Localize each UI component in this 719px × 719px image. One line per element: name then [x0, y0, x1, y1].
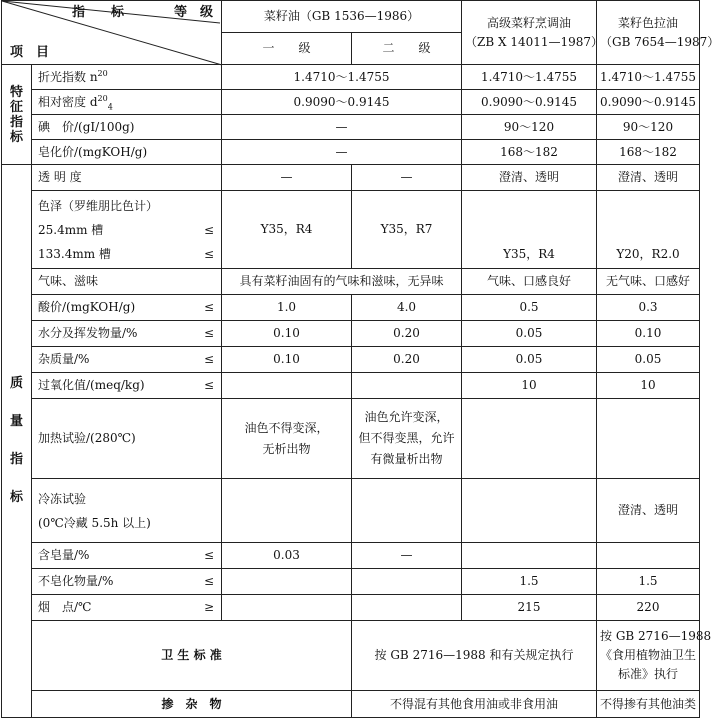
row-hygiene-label: 卫 生 标 准	[32, 621, 352, 691]
row-color-grade1: Y35，R4	[222, 191, 352, 269]
row-soap-content-grade1: 0.03	[222, 543, 352, 569]
col-grade2-header: 二 级	[352, 33, 462, 65]
row-adulterant-label: 掺 杂 物	[32, 691, 352, 718]
row-unsaponifiable-grade1	[222, 569, 352, 595]
row-saponification-cooking: 168～182	[462, 140, 597, 165]
row-freezing-test-grade2	[352, 479, 462, 543]
row-odor-value: 具有菜籽油固有的气味和滋味，无异味	[222, 269, 462, 295]
row-refractive-index-value: 1.4710～1.4755	[222, 65, 462, 90]
row-density-name: 相对密度 $d^{20}_4$	[32, 90, 222, 115]
row-transparency-salad: 澄清、透明	[597, 165, 700, 191]
row-smoke-point-name: 烟 点/℃ ≥	[32, 595, 222, 621]
row-hygiene-cooking: 按 GB 2716—1988 《食用植物油卫生 标准》执行	[597, 621, 700, 691]
row-transparency-grade2: —	[352, 165, 462, 191]
row-saponification-value: —	[222, 140, 462, 165]
row-density-salad: 0.9090～0.9145	[597, 90, 700, 115]
row-saponification-salad: 168～182	[597, 140, 700, 165]
row-peroxide-cooking: 10	[462, 373, 597, 399]
row-density-cooking: 0.9090～0.9145	[462, 90, 597, 115]
row-moisture-salad: 0.10	[597, 321, 700, 347]
rapeseed-oil-quality-table	[1, 0, 719, 718]
row-hygiene-value: 按 GB 2716—1988 和有关规定执行	[352, 621, 597, 691]
row-iodine-cooking: 90～120	[462, 115, 597, 140]
row-odor-name: 气味、滋味	[32, 269, 222, 295]
row-heating-test-name: 加热试验/(280℃)	[32, 399, 222, 479]
row-acid-value-cooking: 0.5	[462, 295, 597, 321]
col-cooking-header: 高级菜籽烹调油 （ZB X 14011—1987）	[462, 1, 597, 65]
row-color-cooking: Y35，R4	[462, 191, 597, 269]
row-acid-value-name: 酸价/(mgKOH/g) ≤	[32, 295, 222, 321]
row-impurity-cooking: 0.05	[462, 347, 597, 373]
row-soap-content-grade2: —	[352, 543, 462, 569]
section-characteristic-label: 特 征 指 标	[2, 65, 32, 165]
row-iodine-value: —	[222, 115, 462, 140]
row-impurity-name: 杂质量/% ≤	[32, 347, 222, 373]
col-salad-header: 菜籽色拉油 （GB 7654—1987）	[597, 1, 700, 65]
row-peroxide-name: 过氧化值/(meq/kg) ≤	[32, 373, 222, 399]
col-grade1-header: 一 级	[222, 33, 352, 65]
row-transparency-grade1: —	[222, 165, 352, 191]
row-moisture-grade1: 0.10	[222, 321, 352, 347]
row-heating-test-cooking	[462, 399, 597, 479]
row-peroxide-grade2	[352, 373, 462, 399]
corner-item-label: 项 目	[10, 45, 50, 60]
row-iodine-name: 碘 价/(gI/100g)	[32, 115, 222, 140]
row-unsaponifiable-grade2	[352, 569, 462, 595]
row-peroxide-salad: 10	[597, 373, 700, 399]
row-adulterant-cooking: 不得掺有其他油类	[597, 691, 700, 718]
row-unsaponifiable-name: 不皂化物量/% ≤	[32, 569, 222, 595]
row-acid-value-salad: 0.3	[597, 295, 700, 321]
row-acid-value-grade2: 4.0	[352, 295, 462, 321]
row-unsaponifiable-cooking: 1.5	[462, 569, 597, 595]
row-heating-test-salad	[597, 399, 700, 479]
row-soap-content-name: 含皂量/% ≤	[32, 543, 222, 569]
row-impurity-grade1: 0.10	[222, 347, 352, 373]
row-density-value: 0.9090～0.9145	[222, 90, 462, 115]
row-iodine-salad: 90～120	[597, 115, 700, 140]
row-heating-test-grade2: 油色允许变深， 但不得变黑，允许 有微量析出物	[352, 399, 462, 479]
row-freezing-test-grade1	[222, 479, 352, 543]
header-corner-cell	[2, 1, 222, 65]
row-impurity-grade2: 0.20	[352, 347, 462, 373]
row-freezing-test-salad: 澄清、透明	[597, 479, 700, 543]
row-heating-test-grade1: 油色不得变深， 无析出物	[222, 399, 352, 479]
row-smoke-point-grade2	[352, 595, 462, 621]
row-smoke-point-salad: 220	[597, 595, 700, 621]
row-freezing-test-cooking	[462, 479, 597, 543]
row-smoke-point-cooking: 215	[462, 595, 597, 621]
row-moisture-name: 水分及挥发物量/% ≤	[32, 321, 222, 347]
row-soap-content-cooking	[462, 543, 597, 569]
row-odor-cooking: 气味、口感良好	[462, 269, 597, 295]
corner-grade-label: 等 级	[174, 5, 214, 20]
row-transparency-cooking: 澄清、透明	[462, 165, 597, 191]
row-color-name: 色泽（罗维朋比色计） 25.4mm 槽 ≤ 133.4mm 槽 ≤	[32, 191, 222, 269]
row-color-salad: Y20，R2.0	[597, 191, 700, 269]
row-moisture-cooking: 0.05	[462, 321, 597, 347]
section-quality-label: 质 量 指 标	[2, 165, 32, 718]
row-impurity-salad: 0.05	[597, 347, 700, 373]
row-color-grade2: Y35，R7	[352, 191, 462, 269]
row-peroxide-grade1	[222, 373, 352, 399]
col-rapeseed-header: 菜籽油（GB 1536—1986）	[222, 1, 462, 33]
row-transparency-name: 透 明 度	[32, 165, 222, 191]
row-saponification-name: 皂化价/(mgKOH/g)	[32, 140, 222, 165]
row-adulterant-value: 不得混有其他食用油或非食用油	[352, 691, 597, 718]
row-soap-content-salad	[597, 543, 700, 569]
row-odor-salad: 无气味、口感好	[597, 269, 700, 295]
corner-indicator-label: 指 标	[72, 5, 125, 20]
row-acid-value-grade1: 1.0	[222, 295, 352, 321]
row-unsaponifiable-salad: 1.5	[597, 569, 700, 595]
row-refractive-index-name: 折光指数 $n^{20}$	[32, 65, 222, 90]
row-smoke-point-grade1	[222, 595, 352, 621]
row-freezing-test-name: 冷冻试验 (0℃冷藏 5.5h 以上)	[32, 479, 222, 543]
row-refractive-index-salad: 1.4710～1.4755	[597, 65, 700, 90]
row-moisture-grade2: 0.20	[352, 321, 462, 347]
row-refractive-index-cooking: 1.4710～1.4755	[462, 65, 597, 90]
